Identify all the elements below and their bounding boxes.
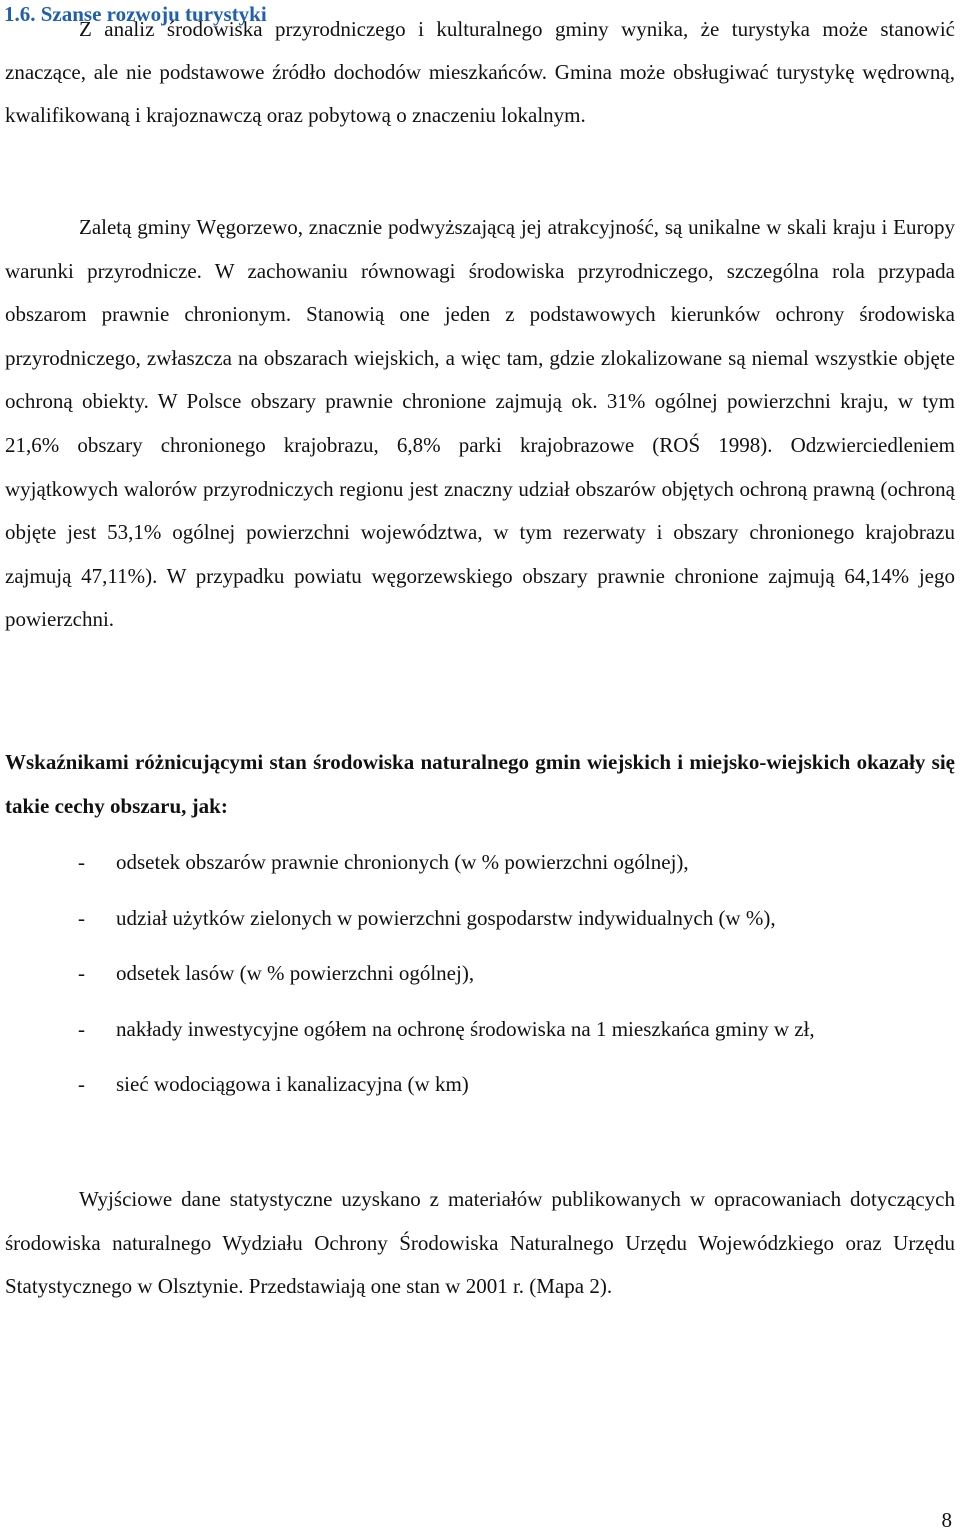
list-item-text: odsetek obszarów prawnie chronionych (w % powierzchni ogólnej), <box>116 850 689 874</box>
section-heading: 1.6. Szanse rozwoju turystyki <box>4 2 267 26</box>
list-item-text: sieć wodociągowa i kanalizacyjna (w km) <box>116 1072 469 1096</box>
list-item-text: odsetek lasów (w % powierzchni ogólnej), <box>116 961 475 985</box>
list-bullet: - <box>78 1016 85 1041</box>
list-item-text: nakłady inwestycyjne ogółem na ochronę środowiska na 1 mieszkańca gminy w zł, <box>116 1016 815 1041</box>
list-item <box>78 951 815 1007</box>
list-item <box>78 896 815 952</box>
list-item-text: udział użytków zielonych w powierzchni gospodarstw indywidualnych (w %), <box>116 905 776 930</box>
list-bullet: - <box>78 905 85 930</box>
paragraph-data-sources: Wyjściowe dane statystyczne uzyskano z materiałów publikowanych w opracowaniach dotyczących środowiska naturalnego Wydziału Ochrony Środowiska Naturalnego Urzędu Wojewódzkiego oraz Urzędu Statystycznego w Olsztynie. Przedstawiają one stan w 2001 r. (Mapa 2). <box>5 1187 955 1299</box>
paragraph-indicators-lead: Wskaźnikami różnicującymi stan środowiska naturalnego gmin wiejskich i miejsko-wiejskich okazały się takie cechy obszaru, jak: <box>5 750 955 818</box>
paragraph-tourism-intro: Z analiz środowiska przyrodniczego i kulturalnego gminy wynika, że turystyka może stanowić znaczące, ale nie podstawowe źródło dochodów mieszkańców. Gmina może obsługiwać turystykę wędrowną, kwalifikowaną i krajoznawczą oraz pobytową o znaczeniu lokalnym. <box>5 17 955 127</box>
list-bullet: - <box>78 850 85 874</box>
list-bullet: - <box>78 1072 85 1096</box>
list-item <box>78 1062 815 1118</box>
indicators-list <box>78 840 815 1118</box>
page-number: 8 <box>941 1508 952 1532</box>
list-item <box>78 1007 815 1063</box>
paragraph-protected-areas: Zaletą gminy Węgorzewo, znacznie podwyższającą jej atrakcyjność, są unikalne w skali kraju i Europy warunki przyrodnicze. W zachowaniu równowagi środowiska przyrodniczego, szczególna rola przypada obszarom prawnie chronionym. Stanowią one jeden z podstawowych kierunków ochrony środowiska przyrodniczego, zwłaszcza na obszarach wiejskich, a więc tam, gdzie zlokalizowane są niemal wszystkie objęte ochroną obiekty. W Polsce obszary prawnie chronione zajmują ok. 31% ogólnej powierzchni kraju, w tym 21,6% obszary chronionego krajobrazu, 6,8% parki krajobrazowe (ROŚ 1998). Odzwierciedleniem wyjątkowych walorów przyrodniczych regionu jest znaczny udział obszarów objętych ochroną prawną (ochroną objęte jest 53,1% ogólnej powierzchni województwa, w tym rezerwaty i obszary chronionego krajobrazu zajmują 47,11%). W przypadku powiatu węgorzewskiego obszary prawnie chronione zajmują 64,14% jego powierzchni. <box>5 215 955 632</box>
list-bullet: - <box>78 961 85 985</box>
list-item <box>78 840 815 896</box>
